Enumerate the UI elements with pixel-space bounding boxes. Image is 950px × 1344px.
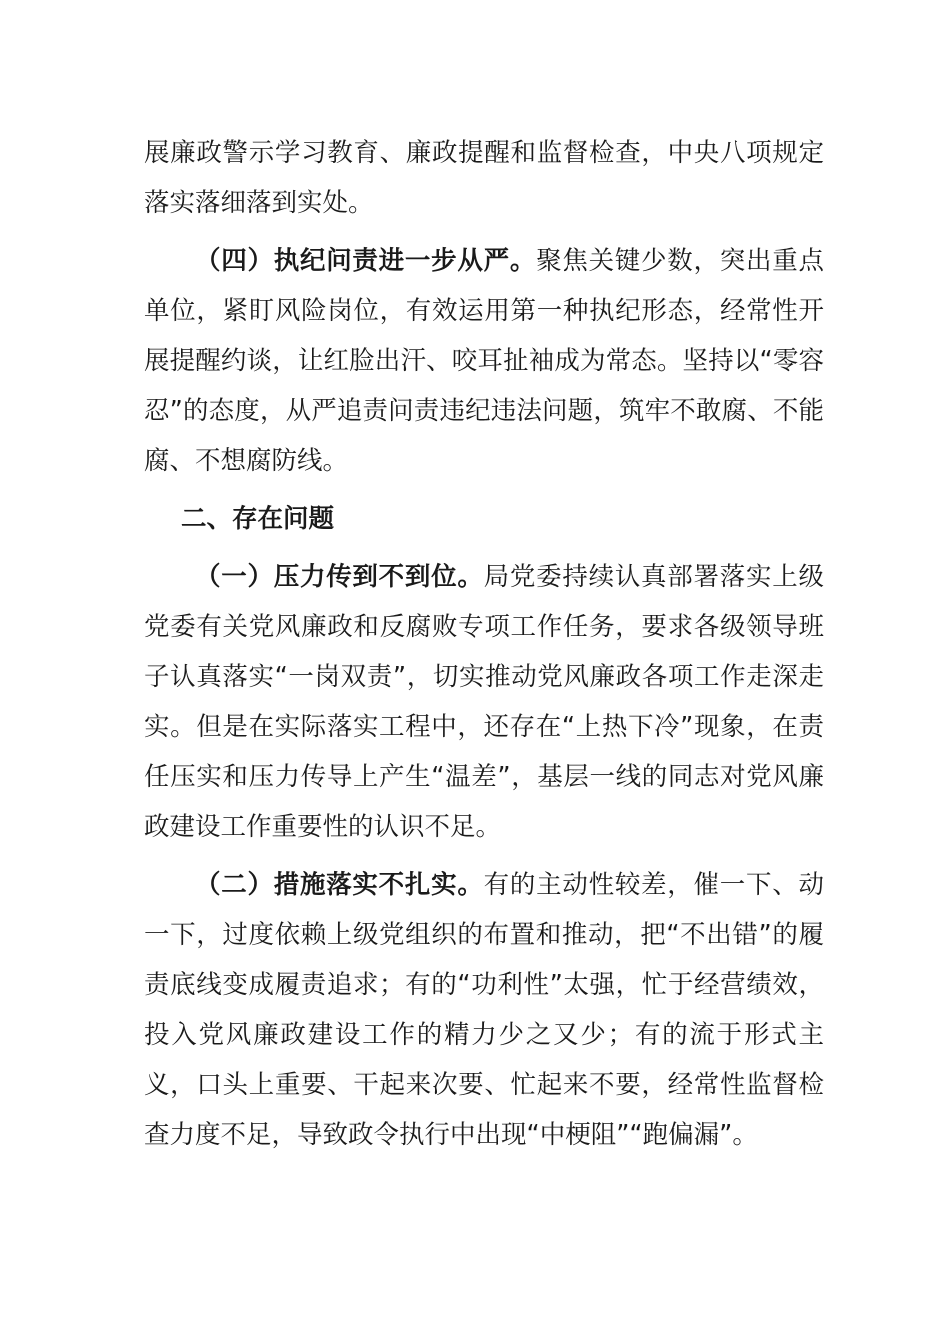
paragraph-pressure bbox=[144, 552, 824, 852]
paragraph-measures bbox=[144, 860, 824, 1160]
paragraph-text: 展廉政警示学习教育、廉政提醒和监督检查，中央八项规定落实落细落到实处。 bbox=[144, 138, 824, 218]
paragraph-text: 有的主动性较差，催一下、动一下，过度依赖上级党组织的布置和推动，把“不出错”的履责底线变成履责追求；有的“功利性”太强，忙于经营绩效，投入党风廉政建设工作的精力少之又少；有的流于形式主义，口头上重要、干起来次要、忙起来不要，经常性监督检查力度不足，导致政令执行中出现“中梗阻”“跑偏漏”。 bbox=[144, 870, 824, 1150]
paragraph-lead: （四）执纪问责进一步从严。 bbox=[195, 246, 537, 276]
paragraph-lead: （二）措施落实不扎实。 bbox=[195, 870, 484, 900]
paragraph-continuation bbox=[144, 128, 824, 228]
paragraph-lead: （一）压力传到不到位。 bbox=[195, 562, 484, 592]
section-heading: 二、存在问题 bbox=[180, 504, 334, 534]
paragraph-text: 聚焦关键少数，突出重点单位，紧盯风险岗位，有效运用第一种执纪形态，经常性开展提醒约谈，让红脸出汗、咬耳扯袖成为常态。坚持以“零容忍”的态度，从严追责问责违纪违法问题，筑牢不敢腐、不能腐、不想腐防线。 bbox=[144, 246, 824, 476]
paragraph-discipline bbox=[144, 236, 824, 486]
paragraph-text: 局党委持续认真部署落实上级党委有关党风廉政和反腐败专项工作任务，要求各级领导班子认真落实“一岗双责”，切实推动党风廉政各项工作走深走实。但是在实际落实工程中，还存在“上热下冷”现象，在责任压实和压力传导上产生“温差”，基层一线的同志对党风廉政建设工作重要性的认识不足。 bbox=[144, 562, 824, 842]
document-page bbox=[144, 128, 824, 1160]
